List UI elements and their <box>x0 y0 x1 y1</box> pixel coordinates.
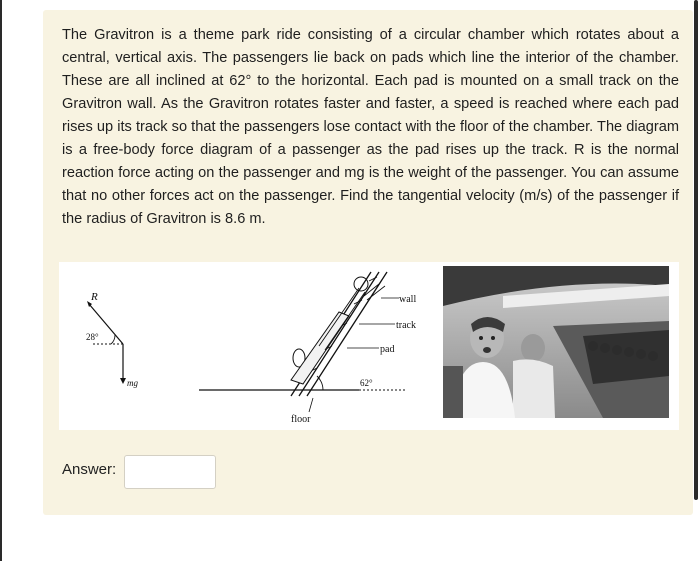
figure-panel <box>59 262 679 430</box>
gravitron-photo <box>443 266 669 418</box>
weight-mg-label: mg <box>127 378 138 388</box>
track-label: track <box>396 320 416 331</box>
pad-label: pad <box>380 344 395 355</box>
page-left-border <box>0 0 2 561</box>
ride-diagram <box>199 262 449 427</box>
force-r-label: R <box>91 291 98 303</box>
floor-label: floor <box>291 414 311 425</box>
answer-label: Answer: <box>62 461 117 478</box>
angle-62-label: 62° <box>360 378 373 388</box>
angle-28-label: 28° <box>86 332 99 342</box>
question-text: The Gravitron is a theme park ride consisting of a circular chamber which rotates about a central, vertical axis. The passengers lie back on pads which line the interior of the chamber. These are all inclined at 62° to the horizontal. Each pad is mounted on a small track on the Gravitron wall. As the Gravitron rotates faster and faster, a speed is reached where each pad rises up its track so that the passengers lose contact with the floor of the chamber. The diagram is a free-body force diagram of a passenger as the pad rises up the track. R is the normal reaction force acting on the passenger and mg is the weight of the passenger. You can assume that no other forces act on the passenger. Find the tangential velocity (m/s) of the passenger if the radius of Gravitron is 8.6 m. <box>62 27 679 227</box>
answer-input[interactable] <box>124 455 216 489</box>
scrollbar[interactable] <box>694 0 698 500</box>
wall-label: wall <box>399 294 417 305</box>
free-body-diagram <box>67 282 177 402</box>
question-card <box>43 10 693 515</box>
